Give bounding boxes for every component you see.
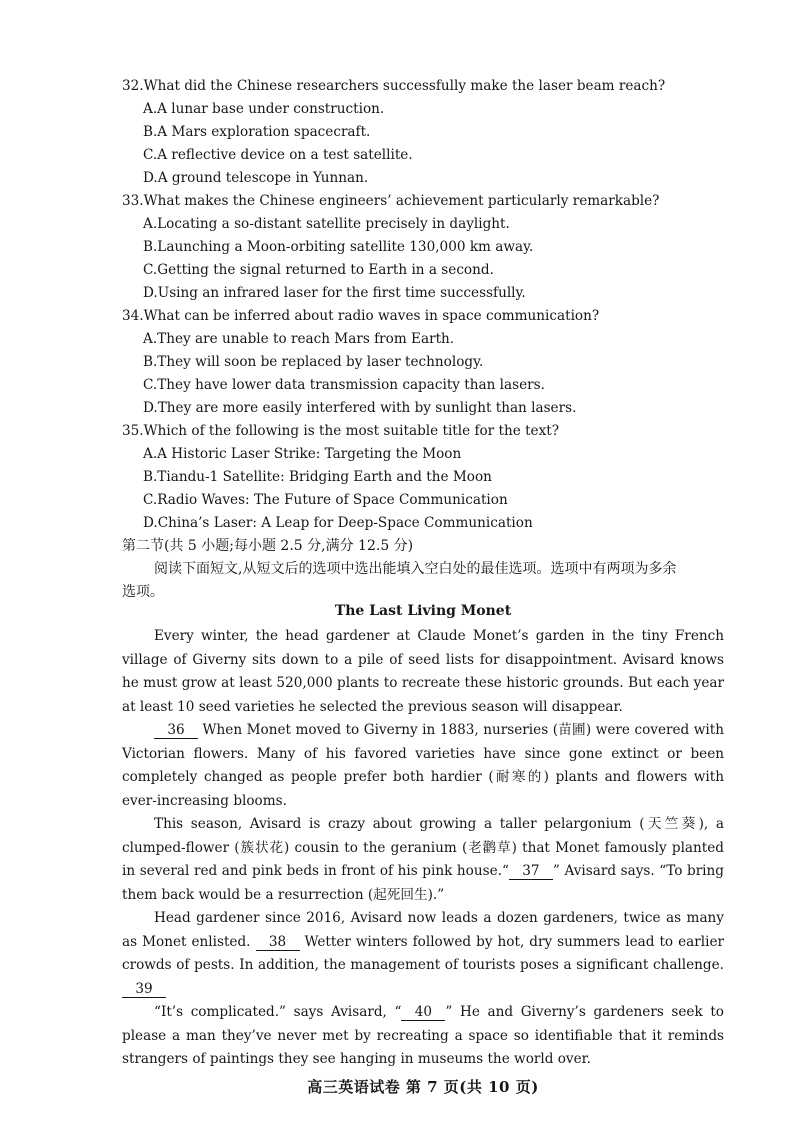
blank-39: 39 (122, 981, 166, 998)
question-34-option-b: B.They will soon be replaced by laser technology. (143, 354, 484, 370)
question-35-option-d: D.China’s Laser: A Leap for Deep-Space Communication (143, 515, 533, 531)
paragraph-5-text-a: “It’s complicated.” says Avisard, “ (154, 1004, 402, 1020)
question-35-option-a: A.A Historic Laser Strike: Targeting the Moon (143, 446, 462, 462)
passage-body (122, 625, 724, 1072)
question-32-option-a: A.A lunar base under construction. (143, 101, 385, 117)
paragraph-4-text-b: Wetter winters followed by hot, dry summers lead to earlier crowds of pests. In addition, the management of tourists poses a significant challenge. (122, 933, 724, 973)
paragraph-3 (122, 813, 724, 907)
blank-37: 37 (509, 863, 553, 880)
section-heading: 第二节(共 5 小题;每小题 2.5 分,满分 12.5 分) (122, 538, 414, 554)
question-34-option-d: D.They are more easily interfered with by sunlight than lasers. (143, 400, 577, 416)
paragraph-4-text-a: Head gardener since 2016, Avisard now leads a dozen gardeners, twice as many as Monet enlisted. (122, 910, 724, 950)
question-34-stem: 34.What can be inferred about radio waves in space communication? (122, 308, 600, 324)
question-33-option-b: B.Launching a Moon-orbiting satellite 130,000 km away. (143, 239, 534, 255)
paragraph-5 (122, 1001, 724, 1072)
paragraph-1: Every winter, the head gardener at Claude Monet’s garden in the tiny French village of Giverny sits down to a pile of seed lists for disappointment. Avisard knows he must grow at least 520,000 plants to recreate these historic grounds. But each year at least 10 seed varieties he selected the previous season will disappear. (122, 628, 724, 715)
question-33-option-d: D.Using an infrared laser for the first time successfully. (143, 285, 526, 301)
question-33-option-c: C.Getting the signal returned to Earth in a second. (143, 262, 494, 278)
question-35-option-b: B.Tiandu-1 Satellite: Bridging Earth and the Moon (143, 469, 492, 485)
section-instruction-continued: 选项。 (122, 584, 164, 600)
blank-38: 38 (256, 934, 300, 951)
blank-36: 36 (154, 722, 198, 739)
paragraph-2 (122, 719, 724, 813)
question-33-option-a: A.Locating a so-distant satellite precisely in daylight. (143, 216, 510, 232)
question-34-option-a: A.They are unable to reach Mars from Earth. (143, 331, 455, 347)
question-35-option-c: C.Radio Waves: The Future of Space Communication (143, 492, 508, 508)
paragraph-3-text-a: This season, Avisard is crazy about growing a taller pelargonium (天竺葵), a clumped-flower (簇状花) cousin to the geranium (老鹳草) that Monet famously planted in several red and pink beds in front of his pink house.“ (122, 816, 724, 879)
paragraph-5-text-b: ” He and Giverny’s gardeners seek to please a man they’ve never met by recreating a space so identifiable that it reminds strangers of paintings they see hanging in museums the world over. (122, 1004, 724, 1067)
paragraph-3-text-b: ” Avisard says. “To bring them back would be a resurrection (起死回生).” (122, 863, 724, 903)
section-instruction: 阅读下面短文,从短文后的选项中选出能填入空白处的最佳选项。选项中有两项为多余 (154, 561, 677, 577)
page-footer: 高三英语试卷 第 7 页(共 10 页) (307, 1078, 539, 1096)
paragraph-4 (122, 907, 724, 1001)
question-35-stem: 35.Which of the following is the most suitable title for the text? (122, 423, 560, 439)
question-32-option-d: D.A ground telescope in Yunnan. (143, 170, 369, 186)
question-32-option-b: B.A Mars exploration spacecraft. (143, 124, 371, 140)
blank-40: 40 (401, 1004, 445, 1021)
question-34-option-c: C.They have lower data transmission capacity than lasers. (143, 377, 545, 393)
passage-title: The Last Living Monet (334, 603, 512, 619)
question-32-stem: 32.What did the Chinese researchers successfully make the laser beam reach? (122, 78, 666, 94)
paragraph-2-text: When Monet moved to Giverny in 1883, nurseries (苗圃) were covered with Victorian flowers. Many of his favored varieties have since gone extinct or been completely changed as people prefer both hardier (耐寒的) plants and flowers with ever-increasing blooms. (122, 722, 724, 809)
question-32-option-c: C.A reflective device on a test satellite. (143, 147, 413, 163)
question-33-stem: 33.What makes the Chinese engineers’ achievement particularly remarkable? (122, 193, 660, 209)
